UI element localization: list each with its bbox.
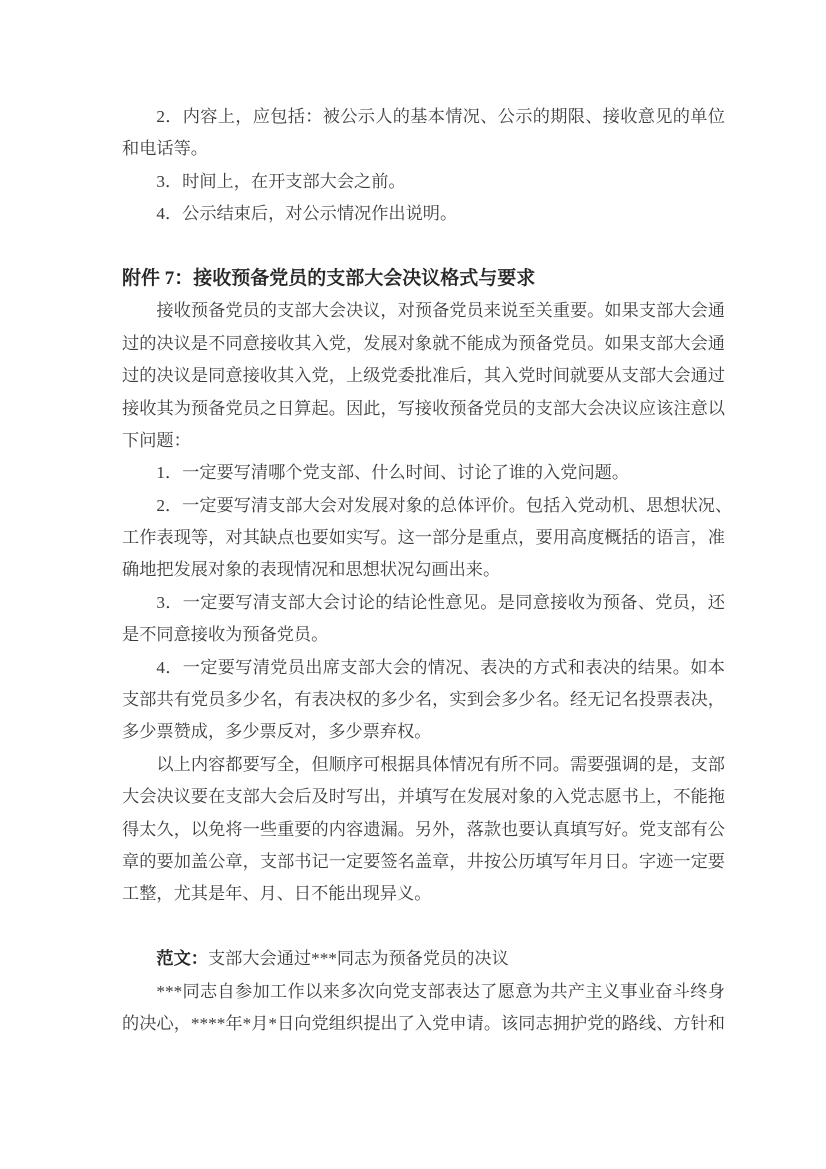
text-line: 4．公示结束后，对公示情况作出说明。 [156,204,458,224]
text-line: 和电话等。 [122,139,208,159]
document-text-block [122,101,733,1040]
text-line: 的决心，****年*月*日向党组织提出了入党申请。该同志拥护党的路线、方针和 [122,1013,725,1033]
line-text: 支部大会通过***同志为预备党员的决议 [207,949,509,969]
text-line: 章的要加盖公章，支部书记一定要签名盖章，井按公历填写年月日。字迹一定要 [122,851,725,871]
section-heading: 附件 7：接收预备党员的支部大会决议格式与要求 [122,267,536,289]
text-line: 确地把发展对象的表现情况和思想状况勾画出来。 [122,560,501,580]
text-line: 3．时间上，在开支部大会之前。 [156,171,406,191]
text-line: 1．一定要写清哪个党支部、什么时间、讨论了谁的入党问题。 [156,463,630,483]
text-line: 以上内容都要写全，但顺序可根据具体情况有所不同。需要强调的是，支部 [156,754,725,774]
text-line [122,943,725,975]
text-line: 大会决议要在支部大会后及时写出，并填写在发展对象的入党志愿书上，不能拖 [122,787,725,807]
text-line: 3．一定要写清支部大会讨论的结论性意见。是同意接收为预备、党员，还 [156,592,725,612]
text-line: 2．一定要写清支部大会对发展对象的总体评价。包括入党动机、思想状况、 [156,495,733,515]
text-line: 接收预备党员的支部大会决议，对预备党员来说至关重要。如果支部大会通 [156,301,725,321]
text-line: 工作表现等，对其缺点也要如实写。这一部分是重点，要用高度概括的语言，准 [122,528,725,548]
text-line: 4．一定要写清党员出席支部大会的情况、表决的方式和表决的结果。如本 [156,657,725,677]
text-line: 过的决议是不同意接收其入党，发展对象就不能成为预备党员。如果支部大会通 [122,333,725,353]
text-line: 2．内容上，应包括：被公示人的基本情况、公示的期限、接收意见的单位 [156,107,725,126]
blank-line [122,231,725,263]
line-bold-prefix: 范文： [156,949,208,969]
text-line: 接收其为预备党员之日算起。因此，写接收预备党员的支部大会决议应该注意以 [122,398,725,418]
text-line: ***同志自参加工作以来多次向党支部表达了愿意为共产主义事业奋斗终身 [156,981,725,1001]
text-line: 是不同意接收为预备党员。 [122,625,329,645]
blank-line [122,911,725,943]
text-line: 得太久，以免将一些重要的内容遗漏。另外，落款也要认真填写好。党支部有公 [122,819,725,839]
text-line: 过的决议是同意接收其入党，上级党委批准后，其入党时间就要从支部大会通过 [122,366,725,386]
text-line: 下问题： [122,430,191,450]
text-line: 支部共有党员多少名，有表决权的多少名，实到会多少名。经无记名投票表决， [122,690,725,710]
text-line: 多少票赞成，多少票反对，多少票弃权。 [122,722,432,742]
text-line: 工整，尤其是年、月、日不能出现异义。 [122,884,432,904]
